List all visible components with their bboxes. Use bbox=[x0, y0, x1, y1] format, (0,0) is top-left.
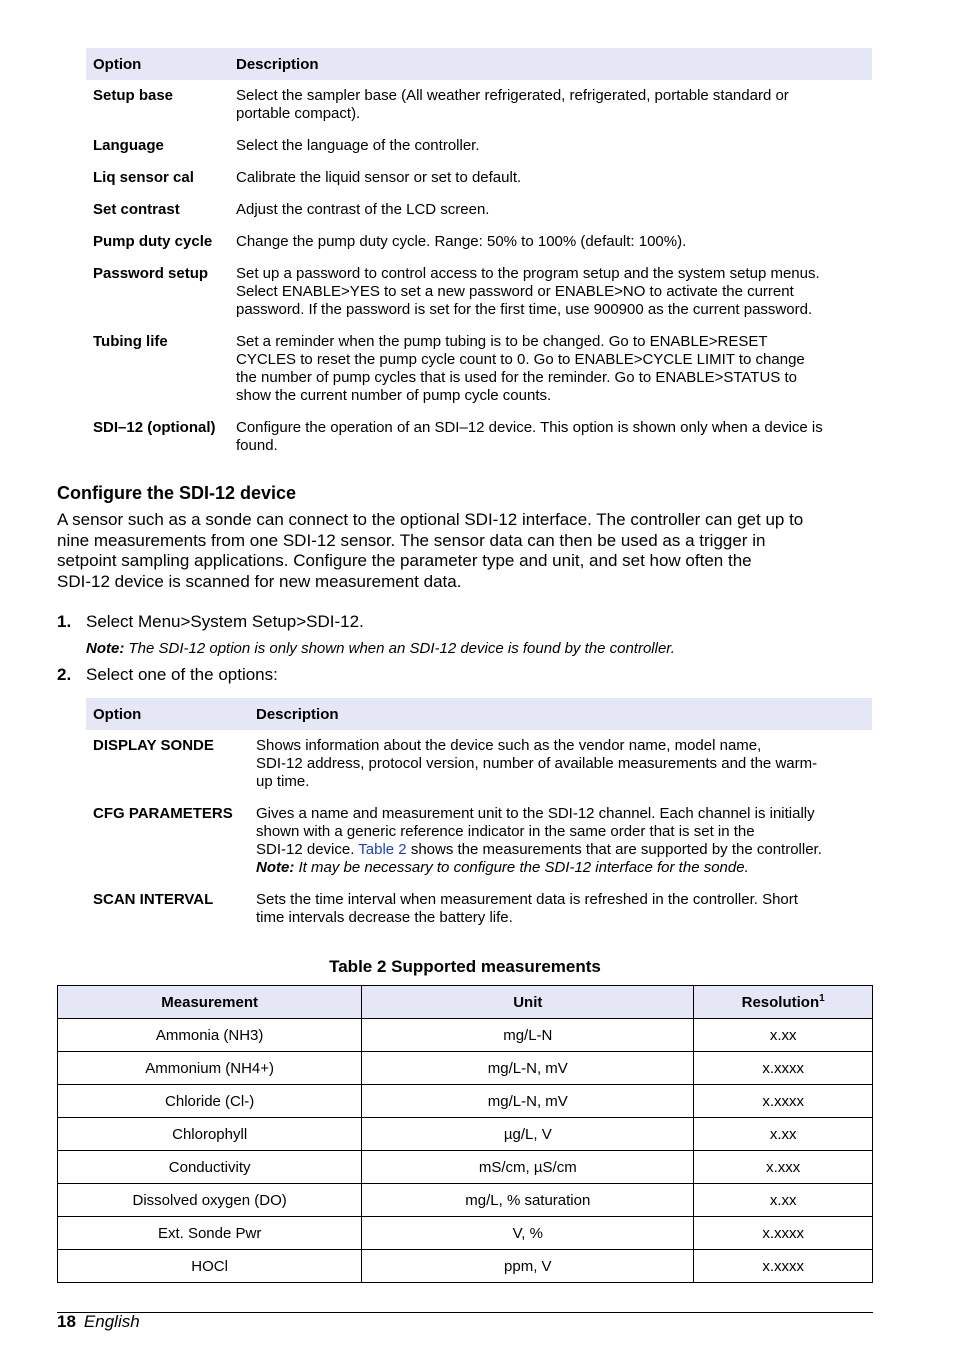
option-column-header: Option bbox=[86, 48, 229, 80]
option-description bbox=[229, 194, 872, 226]
table-caption: Table 2 Supported measurements bbox=[329, 957, 601, 976]
table-row bbox=[86, 326, 872, 412]
measurement-cell: HOCl bbox=[58, 1250, 362, 1283]
resolution-cell: x.xx bbox=[694, 1184, 873, 1217]
table-row bbox=[58, 1151, 873, 1184]
table-row bbox=[58, 1250, 873, 1283]
table-row bbox=[86, 226, 872, 258]
unit-cell: mg/L-N, mV bbox=[362, 1052, 694, 1085]
description-line: time intervals decrease the battery life. bbox=[256, 909, 513, 926]
table-header-row bbox=[58, 986, 873, 1019]
table-row bbox=[58, 1184, 873, 1217]
description-line: show the current number of pump cycle counts. bbox=[236, 387, 552, 404]
measurement-cell: Conductivity bbox=[58, 1151, 362, 1184]
resolution-cell: x.xxxx bbox=[694, 1085, 873, 1118]
description-line: shown with a generic reference indicator in the same order that is set in the bbox=[256, 823, 755, 840]
description-line: Adjust the contrast of the LCD screen. bbox=[236, 201, 490, 218]
resolution-column-header bbox=[694, 986, 873, 1019]
option-name: SCAN INTERVAL bbox=[93, 891, 214, 908]
table-row bbox=[58, 1019, 873, 1052]
option-description bbox=[249, 730, 872, 798]
footer-language: English bbox=[83, 1312, 140, 1331]
unit-cell: mg/L, % saturation bbox=[362, 1184, 694, 1217]
option-name: Language bbox=[93, 137, 164, 154]
resolution-cell: x.xx bbox=[694, 1118, 873, 1151]
note-text: The SDI-12 option is only shown when an SDI-12 device is found by the controller. bbox=[124, 640, 675, 657]
option-description bbox=[229, 412, 872, 462]
table-row bbox=[86, 80, 872, 130]
intro-line: SDI-12 device is scanned for new measurement data. bbox=[57, 571, 462, 591]
description-line: the number of pump cycles that is used for the reminder. Go to ENABLE>STATUS to bbox=[236, 369, 797, 386]
intro-line: setpoint sampling applications. Configure the parameter type and unit, and set how often the bbox=[57, 551, 752, 570]
section-heading: Configure the SDI-12 device bbox=[57, 483, 297, 503]
sdi-options-table bbox=[86, 698, 872, 934]
option-description bbox=[229, 130, 872, 162]
unit-column-header: Unit bbox=[362, 986, 694, 1019]
page-footer bbox=[57, 1312, 140, 1332]
measurement-cell: Chlorophyll bbox=[58, 1118, 362, 1151]
options-table bbox=[86, 48, 872, 462]
unit-cell: mS/cm, µS/cm bbox=[362, 1151, 694, 1184]
description-line: password. If the password is set for the first time, use 900900 as the current password. bbox=[236, 301, 813, 318]
description-line: Change the pump duty cycle. Range: 50% to 100% (default: 100%). bbox=[236, 233, 687, 250]
unit-cell: µg/L, V bbox=[362, 1118, 694, 1151]
description-line: Select ENABLE>YES to set a new password or ENABLE>NO to activate the current bbox=[236, 283, 794, 300]
measurement-cell: Ammonia (NH3) bbox=[58, 1019, 362, 1052]
description-line: found. bbox=[236, 437, 278, 454]
resolution-cell: x.xx bbox=[694, 1019, 873, 1052]
description-line: up time. bbox=[256, 773, 310, 790]
option-name: Setup base bbox=[93, 87, 174, 104]
table-row bbox=[86, 130, 872, 162]
step-number: 1. bbox=[57, 612, 72, 631]
option-name: Password setup bbox=[93, 265, 209, 282]
description-column-header: Description bbox=[249, 698, 872, 730]
footnote-marker: 1 bbox=[819, 992, 825, 1004]
description-text: shows the measurements that are supported by the controller. bbox=[406, 841, 822, 858]
option-name: Tubing life bbox=[93, 333, 168, 350]
description-line: CYCLES to reset the pump cycle count to 0. Go to ENABLE>CYCLE LIMIT to change bbox=[236, 351, 805, 368]
note-label: Note: bbox=[256, 859, 295, 876]
description-line: Configure the operation of an SDI–12 device. This option is shown only when a device is bbox=[236, 419, 823, 436]
note-text: It may be necessary to configure the SDI-12 interface for the sonde. bbox=[294, 859, 749, 876]
description-line: Set up a password to control access to the program setup and the system setup menus. bbox=[236, 265, 820, 282]
note-label: Note: bbox=[86, 640, 125, 657]
option-description bbox=[249, 884, 872, 934]
option-description bbox=[229, 326, 872, 412]
step-number: 2. bbox=[57, 665, 72, 684]
option-description bbox=[229, 80, 872, 130]
description-text: SDI-12 device. bbox=[256, 841, 359, 858]
description-line: Shows information about the device such as the vendor name, model name, bbox=[256, 737, 762, 754]
description-line: Calibrate the liquid sensor or set to default. bbox=[236, 169, 522, 186]
option-name: Liq sensor cal bbox=[93, 169, 194, 186]
table-2-link[interactable]: Table 2 bbox=[358, 841, 407, 858]
option-description bbox=[249, 798, 872, 884]
measurement-cell: Ext. Sonde Pwr bbox=[58, 1217, 362, 1250]
description-line: SDI-12 address, protocol version, number of available measurements and the warm- bbox=[256, 755, 818, 772]
resolution-cell: x.xxx bbox=[694, 1151, 873, 1184]
measurements-table bbox=[57, 985, 873, 1283]
table-row bbox=[58, 1085, 873, 1118]
table-row bbox=[86, 730, 872, 798]
measurement-cell: Ammonium (NH4+) bbox=[58, 1052, 362, 1085]
unit-cell: mg/L-N, mV bbox=[362, 1085, 694, 1118]
note-line bbox=[256, 859, 865, 877]
footer-divider bbox=[57, 1312, 873, 1313]
description-line bbox=[256, 841, 865, 859]
step-text: Select Menu>System Setup>SDI-12. bbox=[86, 612, 364, 631]
unit-cell: mg/L-N bbox=[362, 1019, 694, 1052]
measurement-column-header: Measurement bbox=[58, 986, 362, 1019]
description-column-header: Description bbox=[229, 48, 872, 80]
option-name: Pump duty cycle bbox=[93, 233, 213, 250]
description-line: Gives a name and measurement unit to the SDI-12 channel. Each channel is initially bbox=[256, 805, 815, 822]
description-line: Set a reminder when the pump tubing is to be changed. Go to ENABLE>RESET bbox=[236, 333, 768, 350]
option-column-header: Option bbox=[86, 698, 249, 730]
unit-cell: V, % bbox=[362, 1217, 694, 1250]
description-line: portable compact). bbox=[236, 105, 361, 122]
step-text: Select one of the options: bbox=[86, 665, 278, 684]
resolution-cell: x.xxxx bbox=[694, 1052, 873, 1085]
resolution-cell: x.xxxx bbox=[694, 1217, 873, 1250]
intro-line: A sensor such as a sonde can connect to the optional SDI-12 interface. The controller can get up to bbox=[57, 510, 804, 529]
option-name: SDI–12 (optional) bbox=[93, 419, 216, 436]
unit-cell: ppm, V bbox=[362, 1250, 694, 1283]
description-line: Select the language of the controller. bbox=[236, 137, 480, 154]
table-row bbox=[86, 884, 872, 934]
description-line: Sets the time interval when measurement data is refreshed in the controller. Short bbox=[256, 891, 798, 908]
table-row bbox=[86, 798, 872, 884]
option-name: CFG PARAMETERS bbox=[93, 805, 233, 822]
table-header-row bbox=[86, 48, 872, 80]
intro-line: nine measurements from one SDI-12 sensor. The sensor data can then be used as a trigger in bbox=[57, 530, 766, 550]
option-description bbox=[229, 162, 872, 194]
table-row bbox=[86, 412, 872, 462]
option-description bbox=[229, 258, 872, 326]
option-name: DISPLAY SONDE bbox=[93, 737, 214, 754]
measurement-cell: Dissolved oxygen (DO) bbox=[58, 1184, 362, 1217]
table-row bbox=[58, 1118, 873, 1151]
table-row bbox=[86, 162, 872, 194]
intro-paragraph bbox=[57, 510, 803, 592]
option-name: Set contrast bbox=[93, 201, 180, 218]
option-description bbox=[229, 226, 872, 258]
table-row bbox=[86, 194, 872, 226]
resolution-header-text: Resolution bbox=[741, 993, 820, 1011]
table-header-row bbox=[86, 698, 872, 730]
step-note bbox=[86, 640, 675, 657]
measurement-cell: Chloride (Cl-) bbox=[58, 1085, 362, 1118]
table-row bbox=[58, 1052, 873, 1085]
resolution-cell: x.xxxx bbox=[694, 1250, 873, 1283]
table-row bbox=[86, 258, 872, 326]
description-line: Select the sampler base (All weather refrigerated, refrigerated, portable standard or bbox=[236, 87, 789, 104]
page-number: 18 bbox=[57, 1312, 76, 1331]
table-row bbox=[58, 1217, 873, 1250]
